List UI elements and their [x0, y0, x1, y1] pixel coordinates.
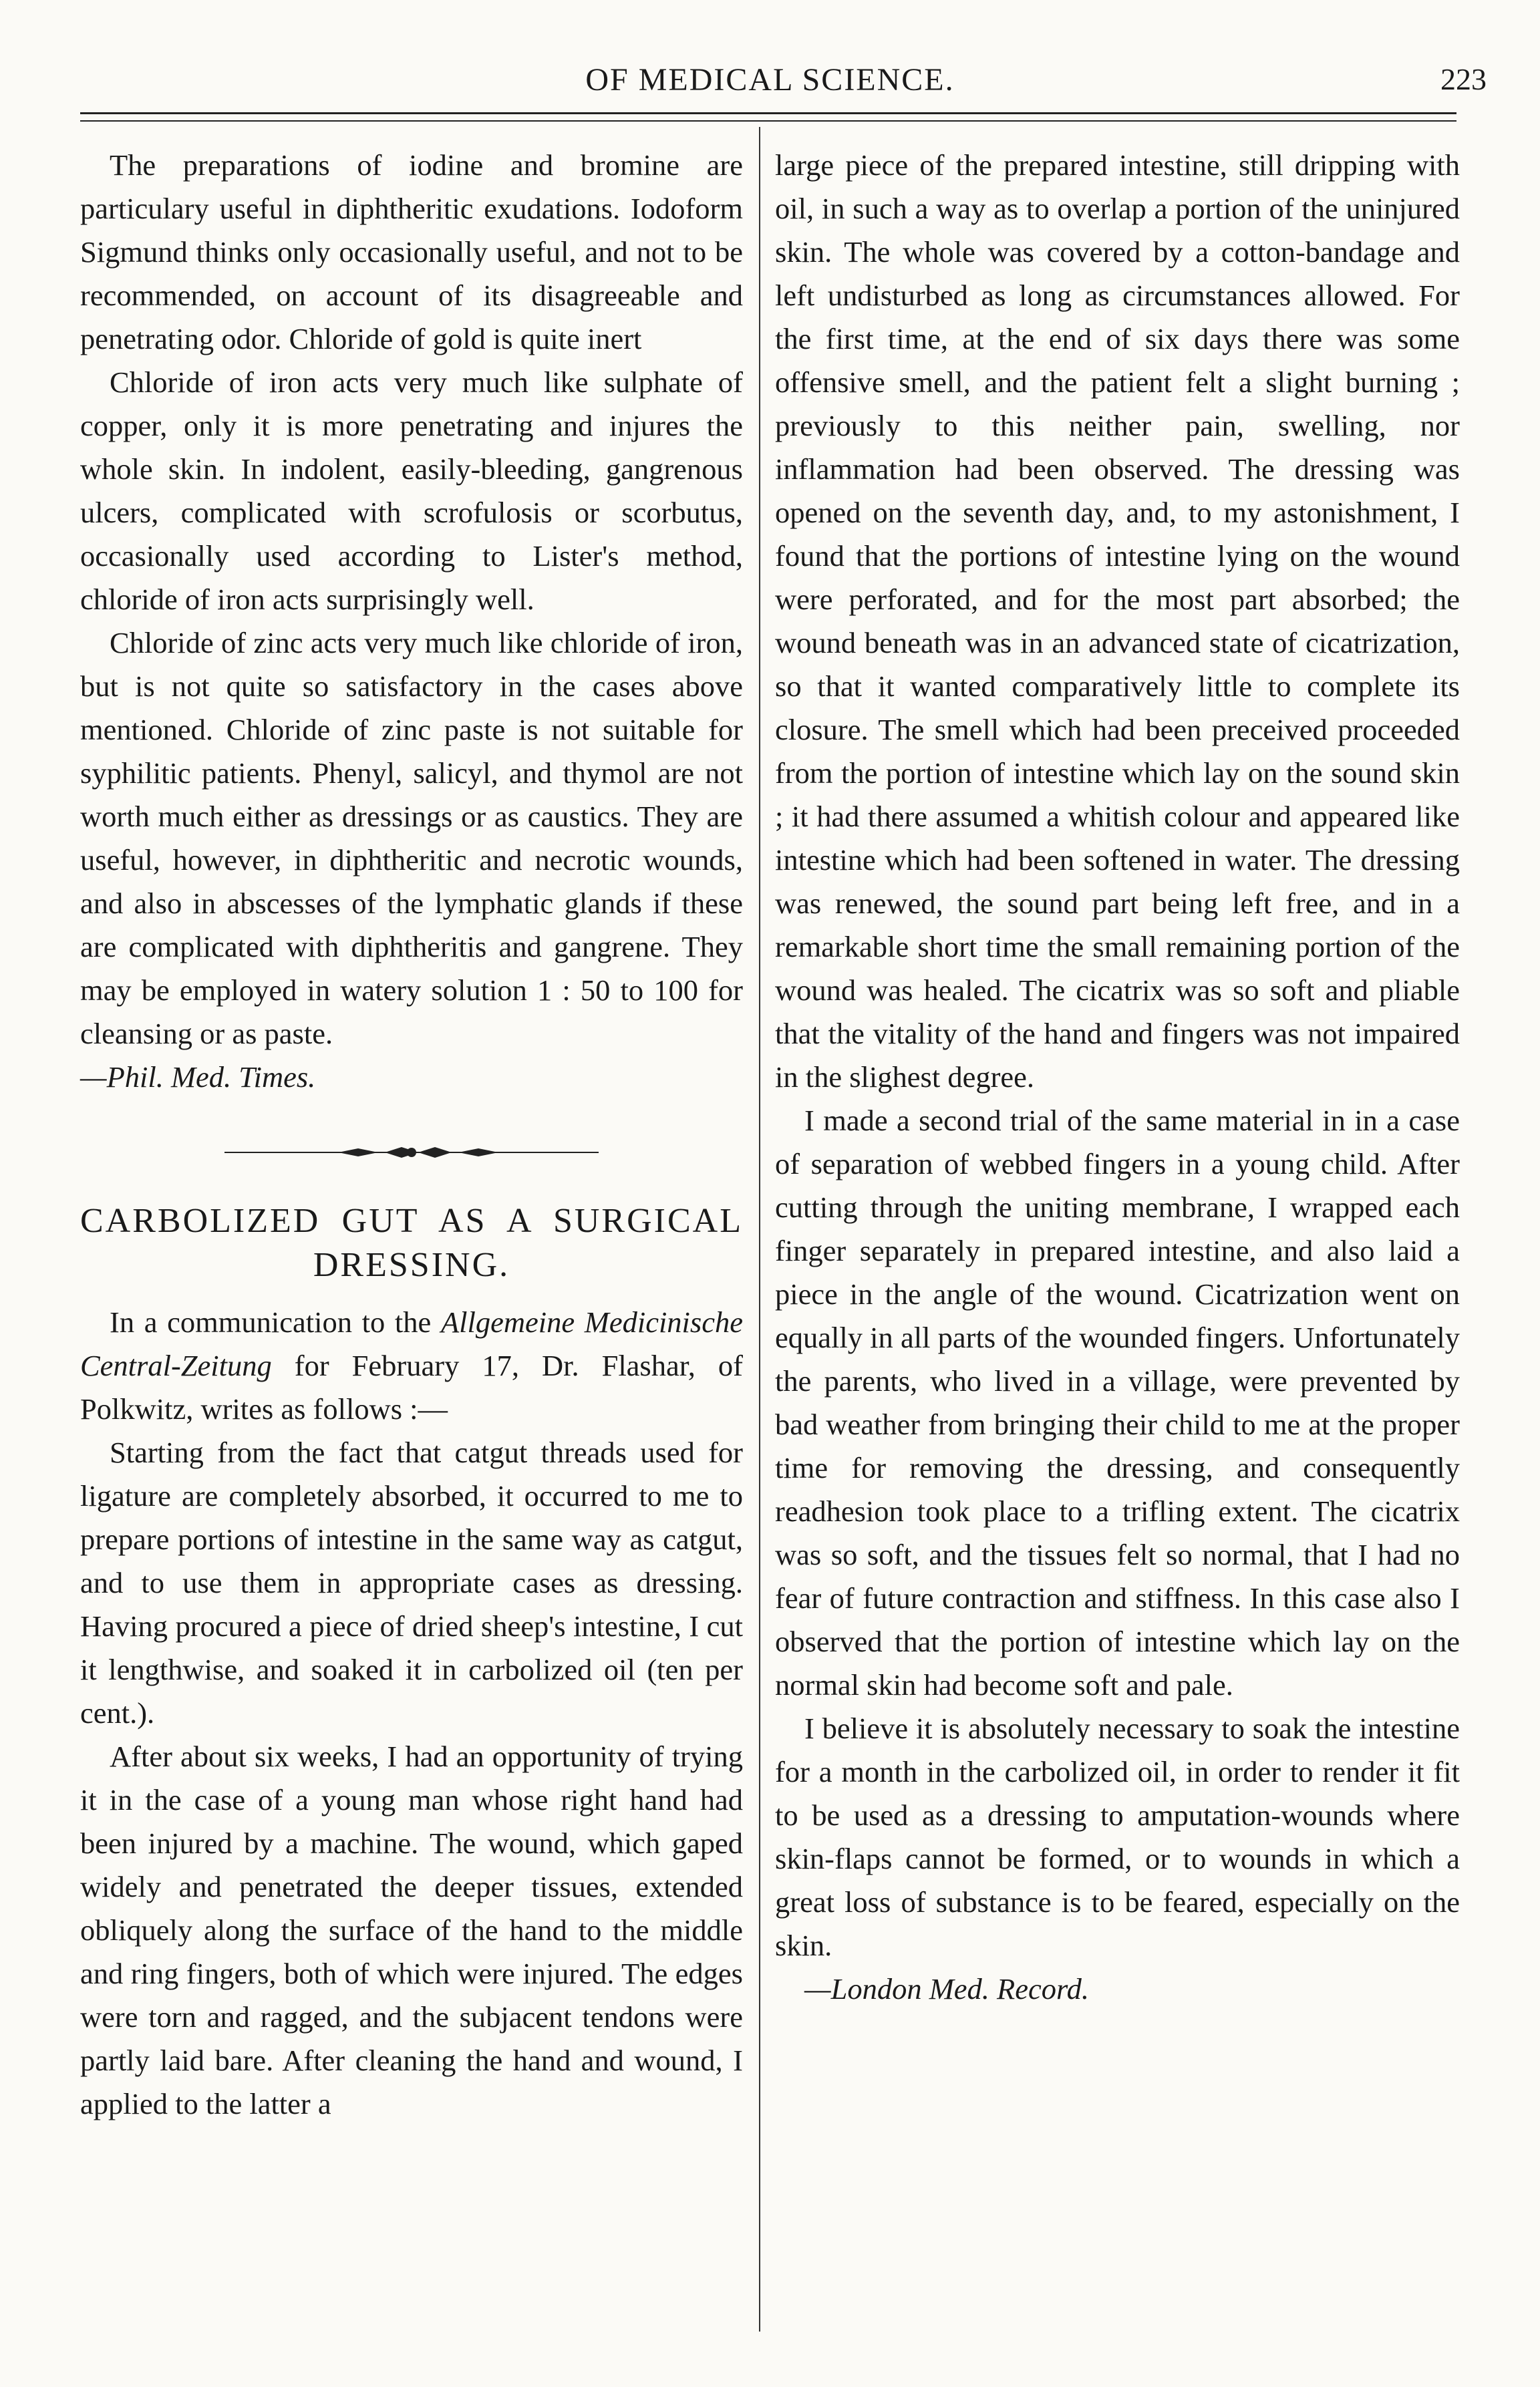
paragraph-second-trial: I made a second trial of the same material in in a case of separation of webbed fingers in a young child. After cutting through the uniting membrane, I wrapped each finger separately in prepared intestine, and also laid a piece in the angle of the wound. Cicatrization went on equally in all parts of the wounded fingers. Unfortunately the parents, who lived in a village, were prevented by bad weather from bringing their child to me at the proper time for removing the dressing, and consequently readhesion took place to a trifling extent. The cicatrix was so soft, and the tissues felt so normal, that I had no fear of future contraction and stiffness. In this case also I observed that the portion of intestine which lay on the normal skin had become soft and pale. [775, 1104, 1460, 1702]
paragraph-intro [80, 1301, 743, 1431]
paragraph-chloride-zinc: Chloride of zinc acts very much like chloride of iron, but is not quite so satisfactory in the cases above mentioned. Chloride of zinc paste is not suitable for syphilitic patients. Phenyl, salicyl, and thymol are not worth much either as dressings or as caustics. They are useful, however, in diphtheritic and necrotic wounds, and also in abscesses of the lymphatic glands if these are complicated with diphtheritis and gangrene. They may be employed in watery solution 1 : 50 to 100 for cleansing or as paste. [80, 626, 743, 1050]
paragraph-conclusion: I believe it is absolutely necessary to soak the intestine for a month in the carbolized oil, in order to render it fit to be used as a dressing to amputation-wounds where skin-flaps cannot be formed, or to wounds in which a great loss of substance is to be feared, especially on the skin. [775, 1712, 1460, 1962]
column-divider [759, 127, 760, 2332]
right-column [775, 144, 1460, 2011]
section-separator-ornament [224, 1139, 599, 1166]
paragraph-first-case-continued: large piece of the prepared intestine, still dripping with oil, in such a way as to overlap a portion of the uninjured skin. The whole was covered by a cotton-bandage and left undisturbed as long as circumstances allowed. For the first time, at the end of six days there was some offensive smell, and the patient felt a slight burning ; previously to this neither pain, swelling, nor inflammation had been observed. The dressing was opened on the seventh day, and, to my astonishment, I found that the portions of intestine lying on the wound were perforated, and for the most part absorbed; the wound beneath was in an advanced state of cicatrization, so that it wanted comparatively little to complete its closure. The smell which had been preceived proceeded from the portion of intestine which lay on the sound skin ; it had there assumed a whitish colour and appeared like intestine which had been softened in water. The dressing was renewed, the sound part being left free, and in a remarkable short time the small remaining portion of the wound was healed. The cicatrix was so soft and pliable that the vitality of the hand and fingers was not impaired in the slighest degree. [775, 148, 1460, 1094]
source-citation: —Phil. Med. Times. [80, 1060, 316, 1094]
paragraph-catgut: Starting from the fact that catgut threads used for ligature are completely absorbed, it occurred to me to prepare portions of intestine in the same way as catgut, and to use them in appropriate cases as dressing. Having procured a piece of dried sheep's intestine, I cut it lengthwise, and soaked it in carbolized oil (ten per cent.). [80, 1436, 743, 1730]
journal-name: Allgemeine Medicinische Central-Zeitung [80, 1305, 743, 1382]
page-header [0, 0, 1540, 134]
source-citation-right: —London Med. Record. [804, 1972, 1089, 2006]
intro-text-b: for February 17, Dr. Flashar, of Polkwitz, writes as follows :— [80, 1349, 743, 1426]
paragraph-first-case: After about six weeks, I had an opportunity of trying it in the case of a young man whose right hand had been injured by a machine. The wound, which gaped widely and penetrated the deeper tissues, extended obliquely along the surface of the hand to the middle and ring fingers, both of which were injured. The edges were torn and ragged, and the subjacent tendons were partly laid bare. After cleaning the hand and wound, I applied to the latter a [80, 1740, 743, 2120]
page-number: 223 [1440, 62, 1487, 96]
header-rule-top [80, 112, 1456, 114]
paragraph-iodine-bromine: The preparations of iodine and bromine are particulary useful in diphtheritic exudations. Iodoform Sigmund thinks only occasionally useful, and not to be recommended, on account of its disagreeable and penetrating odor. Chloride of gold is quite inert [80, 148, 743, 355]
article-heading-line2: DRESSING. [313, 1246, 510, 1284]
article-heading-line1: CARBOLIZED GUT AS A SURGICAL [80, 1202, 743, 1240]
header-rule-bottom [80, 120, 1456, 122]
article-heading [80, 1199, 743, 1287]
left-column [80, 144, 743, 2126]
paragraph-chloride-iron: Chloride of iron acts very much like sulphate of copper, only it is more penetrating and injures the whole skin. In indolent, easily-bleeding, gangrenous ulcers, complicated with scrofulosis or scorbutus, occasionally used according to Lister's method, chloride of iron acts surprisingly well. [80, 365, 743, 616]
running-head: OF MEDICAL SCIENCE. [585, 62, 955, 98]
intro-text-a: In a communication to the [110, 1305, 441, 1339]
